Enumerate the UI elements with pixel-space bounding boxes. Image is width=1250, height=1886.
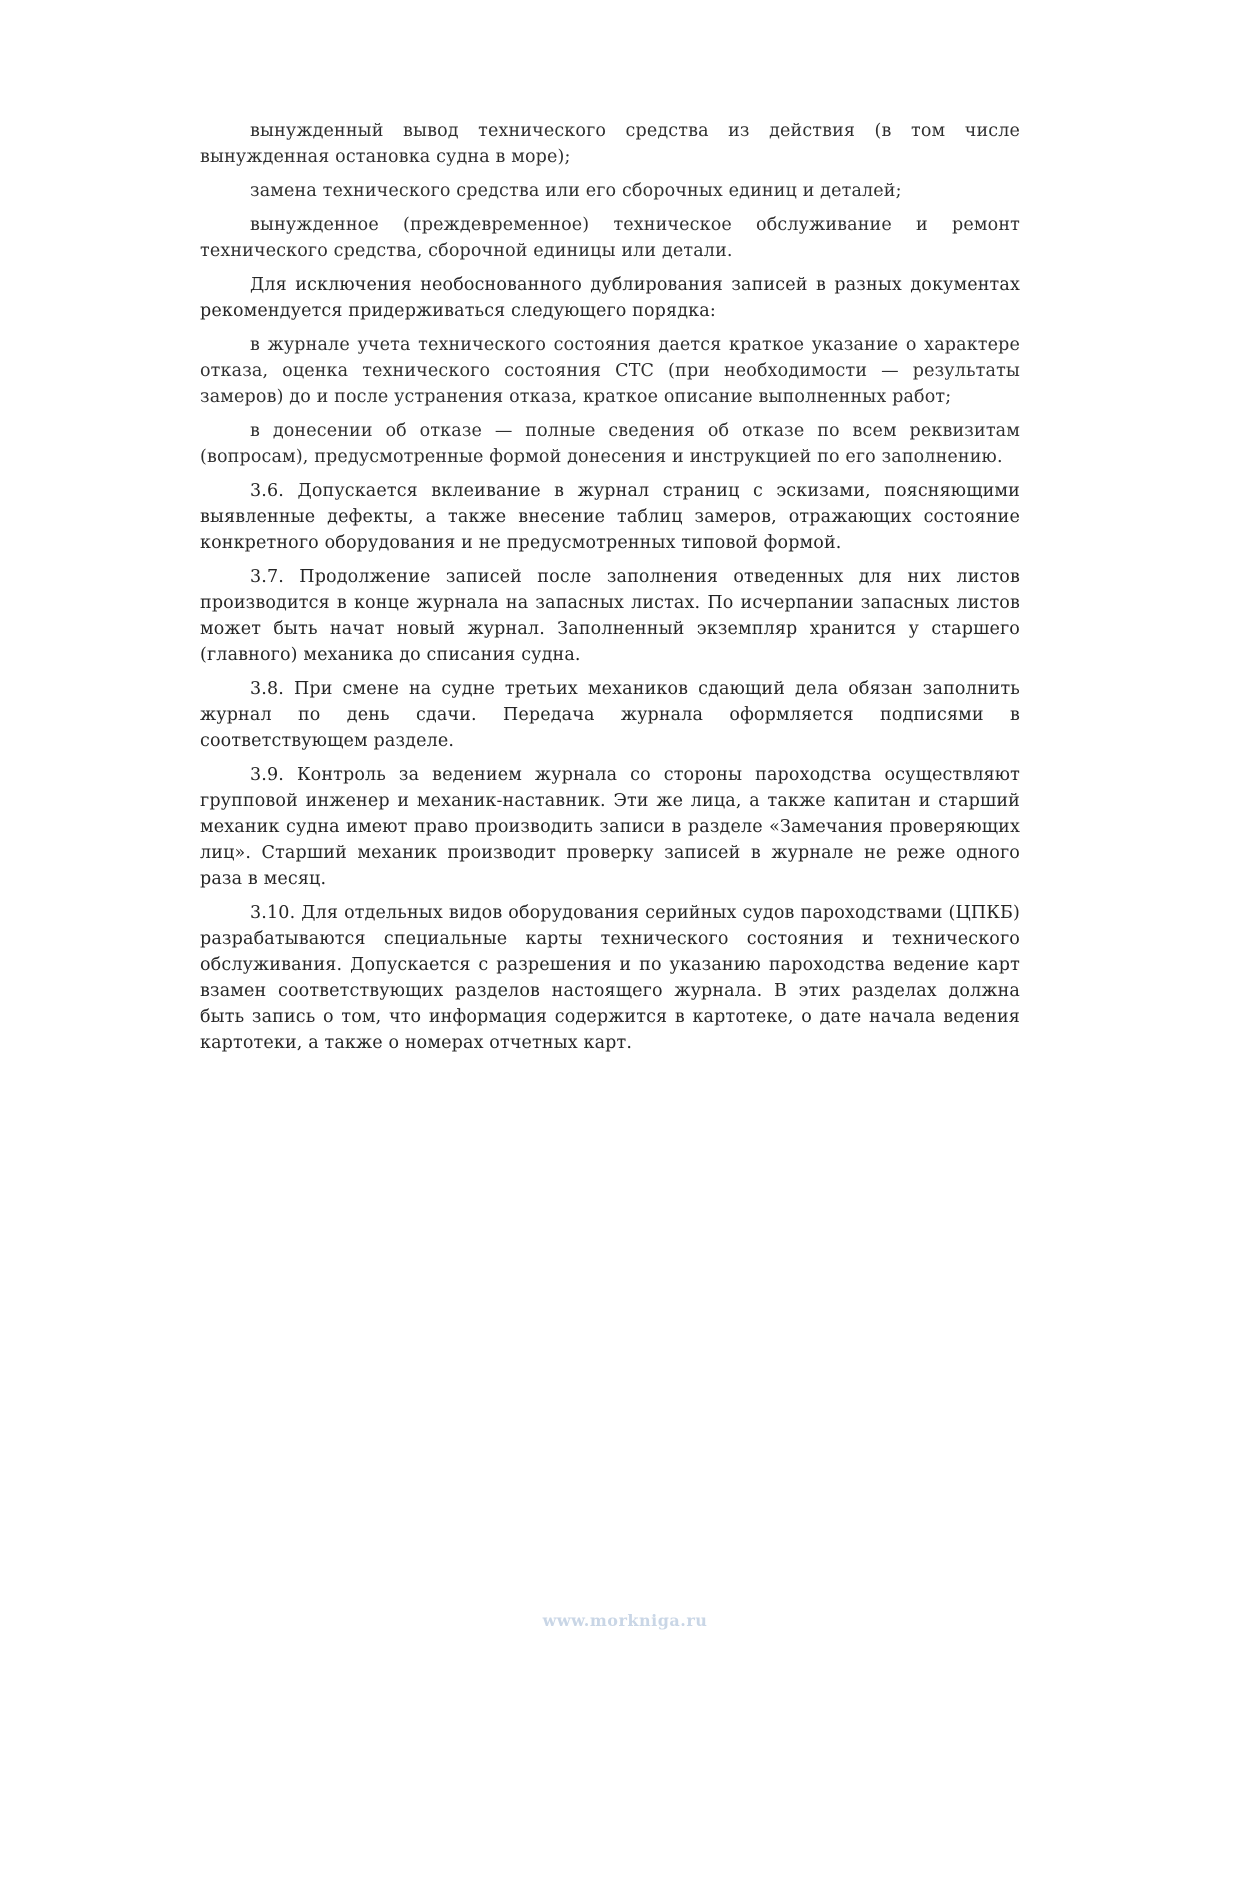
document-body (200, 118, 1020, 1064)
paragraph-3-8: 3.8. При смене на судне третьих механиков сдающий дела обязан заполнить журнал по день сдачи. Передача журнала оформляется подписями в соответствующем разделе. (200, 679, 1020, 751)
paragraph-3-9: 3.9. Контроль за ведением журнала со стороны пароходства осуществляют групповой инженер и механик-наставник. Эти же лица, а также капитан и старший механик судна имеют право производить записи в разделе «Замечания проверяющих лиц». Старший механик производит проверку записей в журнале не реже одного раза в месяц. (200, 765, 1020, 889)
paragraph-forced-shutdown: вынужденный вывод технического средства из действия (в том числе вынужденная остановка судна в море); (200, 121, 1020, 167)
paragraph-3-10: 3.10. Для отдельных видов оборудования серийных судов пароходствами (ЦПКБ) разрабатываются специальные карты технического состояния и технического обслуживания. Допускается с разрешения и по указанию пароходства ведение карт взамен соответствующих разделов настоящего журнала. В этих разделах должна быть запись о том, что информация содержится в картотеке, о дате начала ведения картотеки, а также о номерах отчетных карт. (200, 903, 1020, 1053)
paragraph-duplication-order: Для исключения необоснованного дублирования записей в разных документах рекомендуется придерживаться следующего порядка: (200, 275, 1020, 321)
site-watermark: www.morkniga.ru (542, 1611, 708, 1630)
paragraph-3-6: 3.6. Допускается вклеивание в журнал страниц с эскизами, поясняющими выявленные дефекты, а также внесение таблиц замеров, отражающих состояние конкретного оборудования и не предусмотренных типовой формой. (200, 481, 1020, 553)
paragraph-journal-entry: в журнале учета технического состояния дается краткое указание о характере отказа, оценка технического состояния СТС (при необходимости — результаты замеров) до и после устранения отказа, краткое описание выполненных работ; (200, 335, 1020, 407)
paragraph-replacement: замена технического средства или его сборочных единиц и деталей; (250, 181, 902, 201)
paragraph-3-7: 3.7. Продолжение записей после заполнения отведенных для них листов производится в конце журнала на запасных листах. По исчерпании запасных листов может быть начат новый журнал. Заполненный экземпляр хранится у старшего (главного) механика до списания судна. (200, 567, 1020, 665)
paragraph-forced-maintenance: вынужденное (преждевременное) техническое обслуживание и ремонт технического средства, сборочной единицы или детали. (200, 215, 1020, 261)
paragraph-failure-report: в донесении об отказе — полные сведения об отказе по всем реквизитам (вопросам), предусмотренные формой донесения и инструкцией по его заполнению. (200, 421, 1020, 467)
